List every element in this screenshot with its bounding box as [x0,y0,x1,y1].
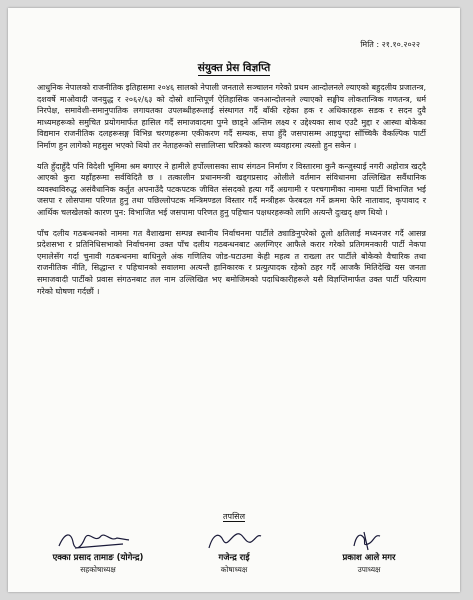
document-title [8,61,460,75]
press-release-page [8,8,460,592]
signatory-2-name: गजेन्द्र राई [218,553,250,563]
list-heading-text: तपसिल [222,512,245,521]
signatory-3 [304,528,434,575]
signatory-1-role: सहकोषाध्यक्ष [80,565,116,574]
release-date: मिति : २१.१०.२०२२ [360,40,420,49]
document-body [37,82,426,306]
signature-2-image [189,528,279,552]
document-title-text: संयुक्त प्रेस विज्ञप्ति [197,62,271,74]
signatory-3-name: प्रकाश आले मगर [342,553,396,563]
paragraph-2: यति हुँदाहुँदै पनि विदेशी भूमिमा श्रम बगाएर ने हामीले हर्पोल्लासका साथ संगठन निर्माण र विस्तारमा कुनै कन्जुस्याई नगरी अहोरात्र खट्दै आएको कुरा यहाँहरूमा सर्वविदितै छ । तत्कालीन प्रधानमन्त्री खड्गप्रसाद ओलीले वर्तमान संविधानमा उल्लिखित सर्वैधानिक व्यवस्थाविरुद्ध असंवैधानिक कर्तुत अपनाउँदै पटकपटक जीवित संसदको हत्या गर्दै अग्रगामी र परचगामीका नाममा पार्टी विभाजित भई जसपा र लोसपामा परिणत हुनु तथा पछिल्लोपटक मन्त्रिमण्डल विस्तार गर्दै मन्त्रीहरू फेरबदल गर्ने क्रममा फेरि नातावाद, कृपावाद र आर्थिक चलखेलको कारण पुन: विभाजित भई जसपामा परिणत हुनु पहिचान पक्षधरहरूको लागि अत्यन्तै दुःखद् क्षण थियो । [37,161,426,217]
signature-3-image [324,528,414,552]
paragraph-3: पाँच दलीय गठबन्धनको नाममा गत वैशाखमा सम्पन्न स्थानीय निर्वाचनमा पार्टीले ठ्याङिनुपरेको ठूलो क्षतिलाई मध्यनजर गर्दै आसन्न प्रदेशसभा र प्रतिनिधिसभाको निर्वाचनमा उक्त पाँच दलीय गठबन्धनबाट अलग्गिएर आफैले करार गरेको प्रतिगमनकारी पार्टी नेकपा एमालेसँग गर्दा चुनावी गठबन्धनमा बाधिनुले अंक गणितिय जोड-घटाउमा केही महत्व त राख्ला तर पार्टीले बोकेको वैचारिक तथा राजनीतिक नीति, सिद्धान्त र पहिचानको सवालमा अत्यन्तै हानिकारक र प्रत्युत्पादक रहेको ठहर गर्दै आजकै मितिदेखि यस जनता समाजवादी पार्टीको प्रवास संगठनबाट तल नाम उल्लिखित भए बमोजिमको पदाधिकारीहरूले यसै विज्ञप्तिमार्फत उक्त पार्टी परित्याग गरेको घोषणा गर्दछौं । [37,228,426,296]
paragraph-1: आधुनिक नेपालको राजनीतिक इतिहासमा २०४६ सालको नेपाली जनताले सञ्चालन गरेको प्रथम आन्दोलनले ल्याएको बहुदलीय प्रजातन्त्र, दशवर्षे माओवादी जनयुद्ध र २०६२/६३ को दोस्रो शान्तिपूर्ण ऐतिहासिक जनआन्दोलनले ल्याएको सङ्घीय लोकतान्त्रिक गणतन्त्र, धर्म निरपेक्ष, समावेशी-समानुपातिक लगायतका उपलब्धीहरूलाई संस्थागत गर्दै बाँकी रहेका हक र अधिकारहरू सडक र सदन दुवै माध्यमहरूको समुचित प्रयोगमार्फत हासिल गर्दै समाजवादमा पुग्ने छाड्ने अन्तिम लक्ष्य र उद्देश्यका साथ एउटै मुद्दा र आस्था बोकेका विद्यमान राजनीतिक दलहरूसङ्ग विभिन्न चरणहरूमा एकीकरण गर्दै सम्यक, सपा हुँदै जसपासम्म आइपुग्दा साँच्चिकै वैकल्पिक पार्टी निर्माण हुन लागेको महसुस भएको थियो तर नेताहरूको सत्तालिप्सा चरित्रको कारण व्यवहारमा त्यस्तो हुन सकेन । [37,83,426,150]
signatory-2-role: कोषाध्यक्ष [220,565,248,574]
signatory-3-role: उपाध्यक्ष [357,565,381,574]
signatory-1-name: एक्का प्रसाद तामाङ (योगेन्द्र) [52,553,144,563]
signatory-1 [33,528,163,575]
signature-1-image [53,528,143,552]
list-heading [8,511,460,522]
signatory-2 [169,528,299,575]
